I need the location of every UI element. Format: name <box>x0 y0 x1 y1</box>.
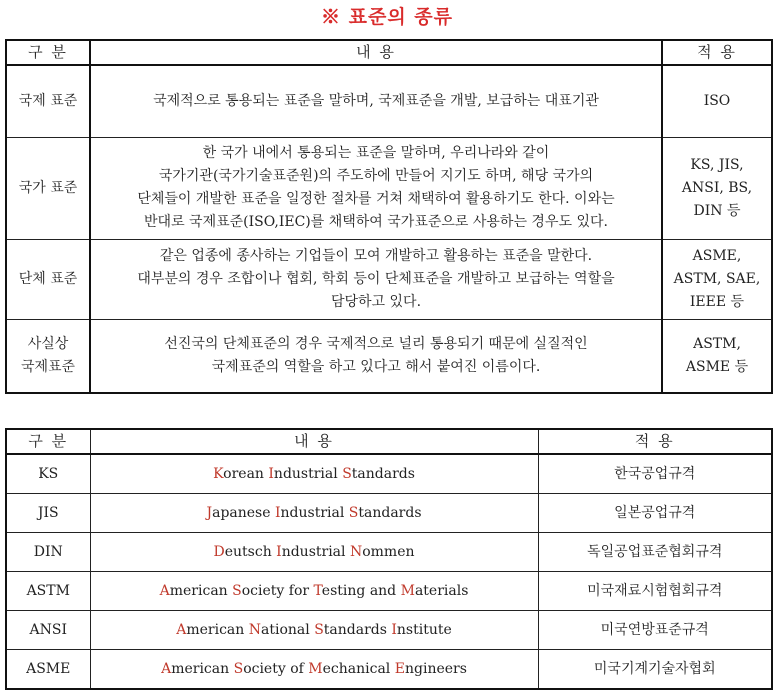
table-row <box>6 650 772 690</box>
korean-name-cell: 일본공업규격 <box>538 494 772 533</box>
header-category: 구 분 <box>6 40 90 65</box>
content-cell <box>90 239 662 319</box>
word-rest: merican <box>169 582 228 599</box>
initial-letter: A <box>176 621 187 638</box>
header-content: 내 용 <box>90 429 538 454</box>
table-row <box>6 494 772 533</box>
initial-letter: A <box>161 660 172 677</box>
applies-line: ASTM, SAE, <box>673 270 761 287</box>
applies-cell <box>662 137 772 239</box>
standards-types-table <box>5 39 773 394</box>
initial-letter: I <box>274 504 281 521</box>
initial-letter: M <box>400 582 415 599</box>
korean-name-cell: 미국재료시험협회규격 <box>538 572 772 611</box>
table-header-row <box>6 429 772 454</box>
category-cell <box>6 239 90 319</box>
code-cell: JIS <box>6 494 90 533</box>
initial-letter: N <box>349 543 363 560</box>
content-line: 단체들이 개발한 표준을 일정한 절차를 거쳐 채택하여 활용하기도 한다. 이와는 <box>137 191 615 207</box>
code-cell: DIN <box>6 533 90 572</box>
content-line: 대부분의 경우 조합이나 협회, 학회 등이 단체표준을 개발하고 보급하는 역할을 <box>137 270 615 287</box>
page-title: ※ 표준의 종류 <box>321 6 453 28</box>
applies-cell <box>662 239 772 319</box>
fullname-cell <box>90 454 538 494</box>
word-rest: esting <box>321 582 366 599</box>
category-cell <box>6 65 90 137</box>
word-rest: merican <box>186 621 245 638</box>
applies-line: ASME 등 <box>685 358 749 375</box>
word-rest: ndustrial <box>273 465 338 482</box>
applies-line: ISO <box>703 92 731 109</box>
fullname-cell <box>90 494 538 533</box>
code-cell: ASME <box>6 650 90 690</box>
content-line: 담당하고 있다. <box>330 293 422 310</box>
category-text: 국제표준 <box>20 358 76 375</box>
korean-name-cell: 한국공업규격 <box>538 454 772 494</box>
word-rest: tandards <box>323 621 387 638</box>
applies-line: KS, JIS, <box>690 156 744 173</box>
word-rest: ngineers <box>404 660 467 677</box>
word-rest: ommen <box>362 543 415 560</box>
category-cell <box>6 137 90 239</box>
content-line: 국가기관(국가기술표준원)의 주도하에 만들어 지기도 하며, 해당 국가의 <box>158 168 594 184</box>
initial-letter: S <box>342 465 352 482</box>
korean-name-cell: 독일공업표준협회규격 <box>538 533 772 572</box>
content-line: 선진국의 단체표준의 경우 국제적으로 널리 통용되기 때문에 실질적인 <box>164 335 588 352</box>
korean-name-cell: 미국기계기술자협회 <box>538 650 772 690</box>
korean-name-cell: 미국연방표준규격 <box>538 611 772 650</box>
word-rest: eutsch <box>224 543 272 560</box>
word-rest: tandards <box>351 465 415 482</box>
word-rest: merican <box>171 660 230 677</box>
initial-letter: S <box>232 582 242 599</box>
content-cell <box>90 137 662 239</box>
applies-cell <box>662 319 772 393</box>
standards-abbrev-table <box>5 428 773 690</box>
fullname-cell <box>90 611 538 650</box>
word-rest: orean <box>223 465 264 482</box>
word-rest: ociety <box>243 660 286 677</box>
table-row <box>6 533 772 572</box>
code-cell: ASTM <box>6 572 90 611</box>
content-line: 반대로 국제표준(ISO,IEC)를 채택하여 국가표준으로 사용하는 경우도 있다. <box>144 214 608 230</box>
initial-letter: I <box>276 543 282 560</box>
fullname-cell <box>90 572 538 611</box>
category-text: 사실상 <box>27 335 69 352</box>
initial-letter: D <box>213 543 225 560</box>
header-category: 구 분 <box>6 429 90 454</box>
initial-letter: A <box>159 582 170 599</box>
initial-letter: I <box>268 465 274 482</box>
header-applies: 적 용 <box>538 429 772 454</box>
code-cell: ANSI <box>6 611 90 650</box>
table-row <box>6 611 772 650</box>
initial-letter: S <box>314 621 324 638</box>
initial-letter: T <box>313 582 322 599</box>
category-text: 국제 표준 <box>18 92 78 109</box>
table-row <box>6 454 772 494</box>
word-rest: ociety <box>241 582 285 599</box>
word-rest: aterials <box>414 582 469 599</box>
table-header-row <box>6 40 772 65</box>
category-text: 단체 표준 <box>18 270 78 287</box>
word-rest: ndustrial <box>280 504 345 521</box>
category-text: 국가 표준 <box>18 179 78 196</box>
content-line: 같은 업종에 종사하는 기업들이 모여 개발하고 활용하는 표준을 말한다. <box>159 247 593 264</box>
table-row <box>6 65 772 137</box>
initial-letter: S <box>348 504 359 521</box>
table-row <box>6 137 772 239</box>
fullname-cell <box>90 650 538 690</box>
word-rest: and <box>369 582 397 599</box>
word-rest: ndustrial <box>281 543 346 560</box>
initial-letter: K <box>213 465 224 482</box>
word-rest: apanese <box>212 504 271 521</box>
applies-line: ASTM, <box>693 335 741 352</box>
word-rest: ational <box>261 621 310 638</box>
word-rest: nstitute <box>396 621 452 638</box>
applies-line: DIN 등 <box>693 202 741 219</box>
header-content: 내 용 <box>90 40 662 65</box>
category-cell <box>6 319 90 393</box>
word-rest: for <box>288 582 310 599</box>
word-rest: echanical <box>322 660 391 677</box>
word-rest: of <box>290 660 304 677</box>
initial-letter: N <box>248 621 261 638</box>
code-cell: KS <box>6 454 90 494</box>
initial-letter: M <box>308 660 323 677</box>
applies-line: IEEE 등 <box>689 293 745 310</box>
content-line: 국제적으로 통용되는 표준을 말하며, 국제표준을 개발, 보급하는 대표기관 <box>153 92 599 109</box>
table-row <box>6 319 772 393</box>
fullname-cell <box>90 533 538 572</box>
content-cell <box>90 319 662 393</box>
applies-cell <box>662 65 772 137</box>
initial-letter: J <box>206 504 213 521</box>
header-applies: 적 용 <box>662 40 772 65</box>
initial-letter: E <box>394 660 405 677</box>
content-cell <box>90 65 662 137</box>
applies-line: ANSI, BS, <box>681 179 753 196</box>
table-row <box>6 572 772 611</box>
content-line: 한 국가 내에서 통용되는 표준을 말하며, 우리나라와 같이 <box>202 145 550 161</box>
initial-letter: S <box>233 660 244 677</box>
initial-letter: I <box>391 621 397 638</box>
content-line: 국제표준의 역할을 하고 있다고 해서 붙여진 이름이다. <box>211 358 541 375</box>
table-row <box>6 239 772 319</box>
applies-line: ASME, <box>692 247 742 264</box>
word-rest: tandards <box>358 504 422 521</box>
